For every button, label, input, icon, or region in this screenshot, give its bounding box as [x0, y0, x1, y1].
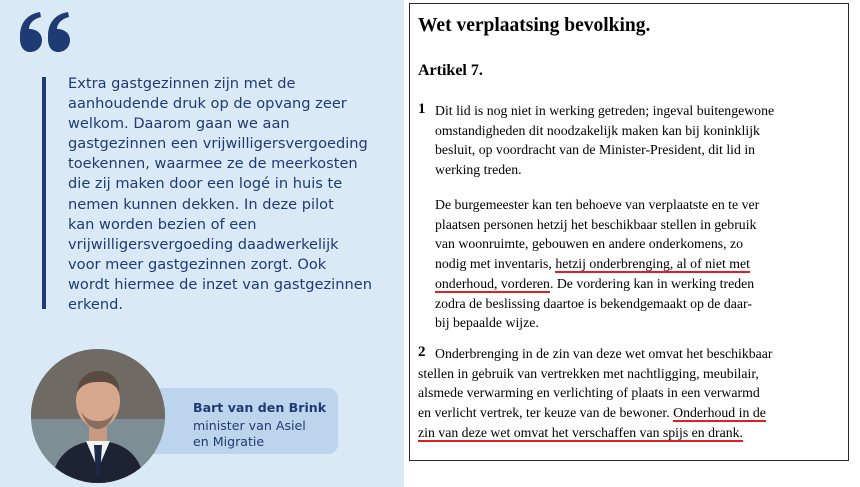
article-heading: Artikel 7.: [418, 62, 483, 79]
text-line: De burgemeester kan ten behoeve van verplaatste en te ver: [435, 197, 760, 212]
text-line: van woonruimte, gebouwen en andere onderkomens, zo: [435, 236, 744, 252]
text-segment: . De vordering kan in werking treden: [549, 275, 755, 291]
underlined-phrase: Onderhoud in de: [673, 405, 766, 421]
quote-mark-icon: [18, 12, 74, 52]
paragraph-number-1: 1: [418, 101, 426, 117]
paragraph-1: [435, 101, 774, 180]
document-title: Wet verplaatsing bevolking.: [418, 15, 651, 36]
text-line: [418, 403, 773, 423]
underlined-phrase: zin van deze wet omvat het verschaffen van spijs en drank.: [418, 424, 744, 440]
text-line: werking treden.: [435, 162, 522, 178]
quote-accent-bar: [42, 77, 46, 309]
text-line: besluit, op voordracht van de Minister-President, dit lid in: [435, 142, 756, 158]
text-line: plaatsen personen hetzij het beschikbaar stellen in gebruik: [435, 216, 757, 232]
text-line: [418, 423, 773, 443]
paragraph-1-continued: [435, 195, 759, 333]
underlined-phrase: hetzij onderbrenging, al of niet met: [555, 256, 750, 272]
text-segment: en verlicht vertrek, ter keuze van de bewoner.: [418, 405, 674, 421]
law-document: [409, 3, 849, 461]
person-role: minister van Asiel en Migratie: [193, 418, 306, 449]
text-line: [435, 274, 759, 294]
quote-text: Extra gastgezinnen zijn met de aanhoudende druk op de opvang zeer welkom. Daarom gaan we aan gastgezinnen een vrijwilligersvergoeding toekennen, waarmee ze de meerkosten die zij maken door een logé in huis te nemen kunnen dekken. In deze pilot kan worden bezien of een vrijwilligersvergoeding daadwerkelijk voor meer gastgezinnen zorgt. Ook wordt hiermee de inzet van gastgezinnen erkend.: [68, 75, 372, 314]
text-line: Onderbrenging in de zin van deze wet omvat het beschikbaar: [435, 346, 773, 361]
text-line: bij bepaalde wijze.: [435, 315, 539, 331]
avatar: [31, 349, 165, 483]
person-name: Bart van den Brink: [193, 400, 327, 415]
paragraph-number-2: 2: [418, 344, 426, 360]
text-segment: nodig met inventaris,: [435, 256, 556, 272]
paragraph-2: [418, 344, 773, 443]
text-line: [435, 254, 759, 274]
person-portrait-icon: [31, 349, 165, 483]
text-line: Dit lid is nog niet in werking getreden; ingeval buitengewone: [435, 103, 775, 118]
text-line: omstandigheden dit noodzakelijk maken kan bij koninklijk: [435, 122, 760, 138]
underlined-phrase: onderhoud, vorderen: [435, 275, 550, 291]
text-line: zodra de beslissing daartoe is bekendgemaakt op de daar-: [435, 295, 752, 311]
quote-card: [0, 0, 404, 487]
text-line: stellen in gebruik van vertrekken met nachtligging, meubilair,: [418, 365, 759, 381]
text-line: alsmede verwarming en verlichting of plaats in een verwarmd: [418, 385, 760, 401]
